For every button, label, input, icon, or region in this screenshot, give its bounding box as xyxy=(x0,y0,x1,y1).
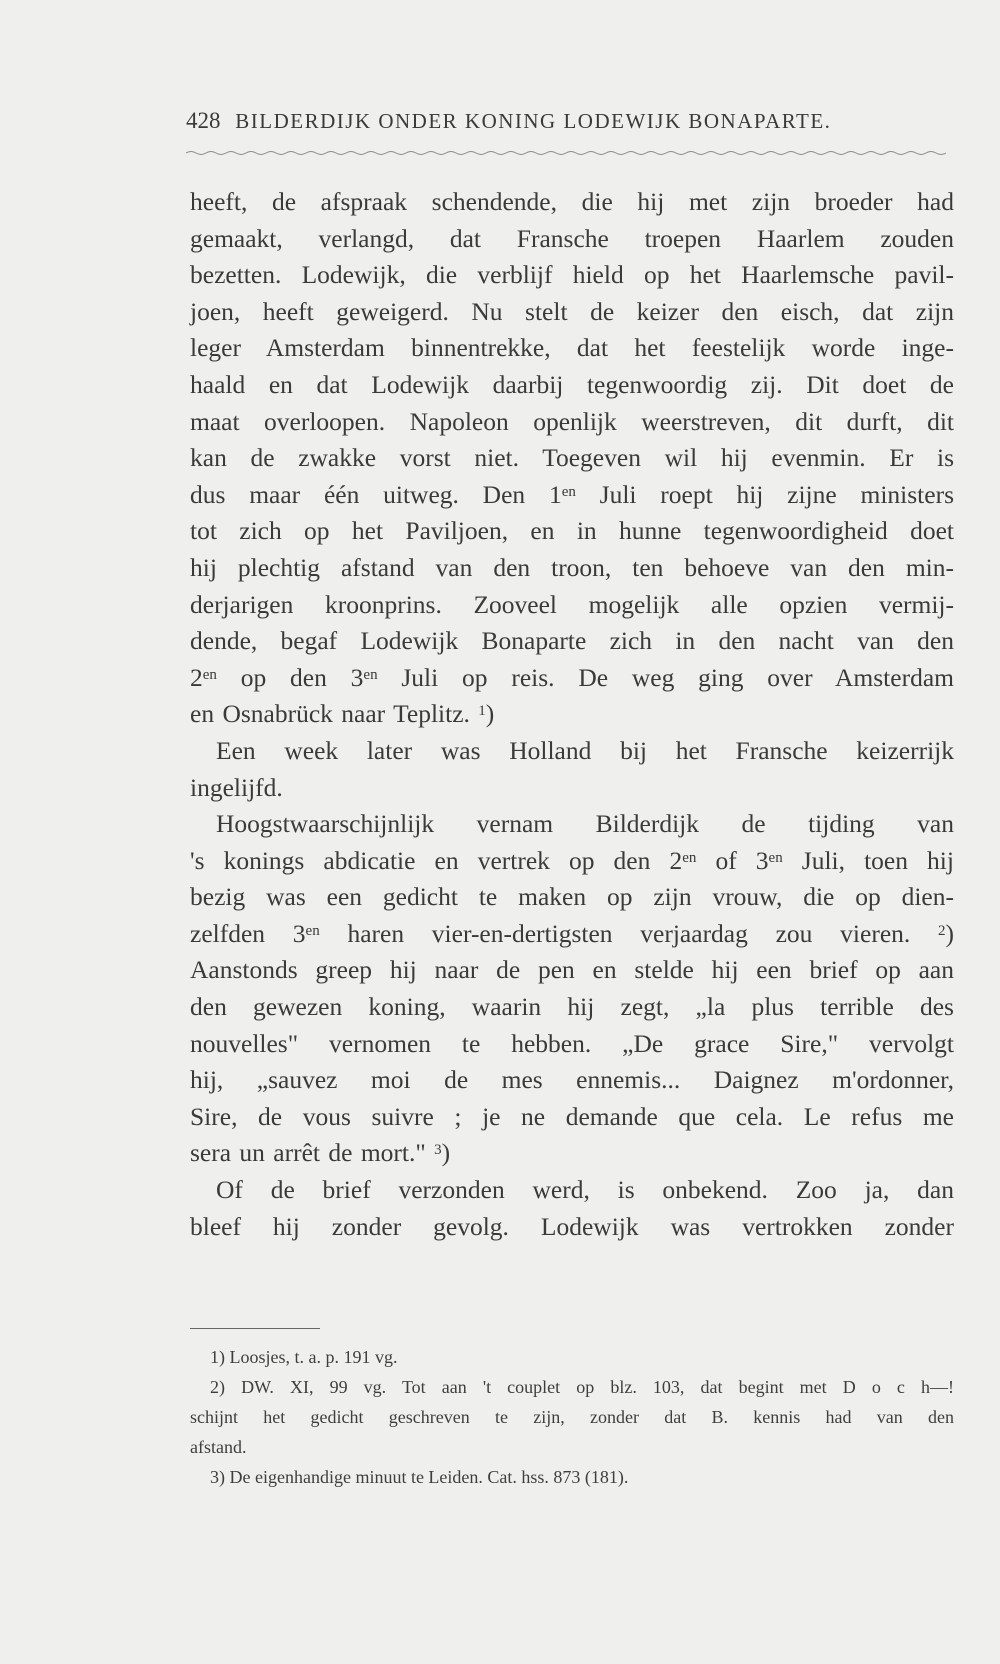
text-line xyxy=(190,696,954,733)
text-line: ingelijfd. xyxy=(190,772,283,802)
text-span: ) xyxy=(441,1138,451,1168)
text-line: haald en dat Lodewijk daarbij tegenwoordig zij. Dit doet de xyxy=(190,369,954,399)
footnote-ref[interactable]: 2 xyxy=(938,922,946,939)
text-line: nouvelles" vernomen te hebben. „De grace Sire," vervolgt xyxy=(190,1028,954,1058)
footnotes xyxy=(190,1342,954,1492)
text-line: hij plechtig afstand van den troon, ten behoeve van den min- xyxy=(190,552,954,582)
text-span: dus maar één uitweg. Den 1 xyxy=(190,479,562,509)
footnote-2-cont: schijnt het gedicht geschreven te zijn, zonder dat B. kennis had van den xyxy=(190,1407,954,1427)
text-line xyxy=(190,1135,954,1172)
text-line: heeft, de afspraak schendende, die hij met zijn broeder had xyxy=(190,187,954,216)
text-line: Sire, de vous suivre ; je ne demande que cela. Le refus me xyxy=(190,1101,954,1131)
text-line: bezetten. Lodewijk, die verblijf hield op het Haarlemsche pavil- xyxy=(190,260,954,290)
footnote-divider xyxy=(190,1328,320,1329)
superscript: en xyxy=(768,849,783,866)
text-span: 2 xyxy=(190,662,203,692)
text-span: Juli op reis. De weg ging over Amsterdam xyxy=(377,662,954,692)
text-line: bleef hij zonder gevolg. Lodewijk was vertrokken zonder xyxy=(190,1211,954,1241)
text-span: sera un arrêt de mort." xyxy=(190,1138,435,1168)
running-title: BILDERDIJK ONDER KONING LODEWIJK BONAPARTE. xyxy=(235,109,832,133)
superscript: en xyxy=(363,666,378,683)
text-line xyxy=(190,916,954,953)
text-line: derjarigen kroonprins. Zooveel mogelijk alle opzien vermij- xyxy=(190,589,954,619)
text-span: ) xyxy=(945,918,955,948)
text-line: dende, begaf Lodewijk Bonaparte zich in den nacht van den xyxy=(190,626,954,656)
text-span: op den 3 xyxy=(216,662,364,692)
page-number: 428 xyxy=(186,108,221,133)
text-line: den gewezen koning, waarin hij zegt, „la plus terrible des xyxy=(190,992,954,1022)
text-line: maat overloopen. Napoleon openlijk weerstreven, dit durft, dit xyxy=(190,406,954,436)
text-line: Aanstonds greep hij naar de pen en stelde hij een brief op aan xyxy=(190,955,954,985)
footnote-1: 1) Loosjes, t. a. p. 191 vg. xyxy=(210,1347,398,1367)
footnote-2: 2) DW. XI, 99 vg. Tot aan 't couplet op blz. 103, dat begint met D o c h—! xyxy=(210,1377,954,1397)
text-span: haren vier-en-dertigsten verjaardag zou vieren. xyxy=(319,918,939,948)
text-line xyxy=(190,660,954,697)
superscript: en xyxy=(305,922,320,939)
body-text xyxy=(190,184,954,1245)
footnote-2-cont: afstand. xyxy=(190,1437,247,1457)
text-span: of 3 xyxy=(696,845,769,875)
text-span: en Osnabrück naar Teplitz. xyxy=(190,699,479,729)
text-span: 's konings abdicatie en vertrek op den 2 xyxy=(190,845,683,875)
text-line: tot zich op het Paviljoen, en in hunne tegenwoordigheid doet xyxy=(190,516,954,546)
text-span: Juli, toen hij xyxy=(782,845,954,875)
superscript: en xyxy=(202,666,217,683)
text-line: kan de zwakke vorst niet. Toegeven wil hij evenmin. Er is xyxy=(190,443,954,473)
text-line: leger Amsterdam binnentrekke, dat het feestelijk worde inge- xyxy=(190,333,954,363)
text-span: ) xyxy=(485,699,495,729)
text-line: bezig was een gedicht te maken op zijn vrouw, die op dien- xyxy=(190,882,954,912)
footnote-3: 3) De eigenhandige minuut te Leiden. Cat. hss. 873 (181). xyxy=(210,1467,629,1487)
text-line: gemaakt, verlangd, dat Fransche troepen Haarlem zouden xyxy=(190,223,954,253)
running-header xyxy=(186,108,946,134)
superscript: en xyxy=(561,483,576,500)
footnote-ref[interactable]: 1 xyxy=(478,703,486,720)
text-line: hij, „sauvez moi de mes ennemis... Daignez m'ordonner, xyxy=(190,1065,954,1095)
footnote-ref[interactable]: 3 xyxy=(434,1142,442,1159)
text-span: zelfden 3 xyxy=(190,918,306,948)
header-ornament-rule xyxy=(186,150,946,156)
text-span: Juli roept hij zijne ministers xyxy=(575,479,954,509)
text-line: Hoogstwaarschijnlijk vernam Bilderdijk de tijding van xyxy=(216,809,954,839)
text-line xyxy=(190,477,954,514)
text-line: Een week later was Holland bij het Fransche keizerrijk xyxy=(216,735,954,765)
superscript: en xyxy=(682,849,697,866)
text-line: joen, heeft geweigerd. Nu stelt de keizer den eisch, dat zijn xyxy=(190,296,954,326)
text-line xyxy=(190,843,954,880)
text-line: Of de brief verzonden werd, is onbekend. Zoo ja, dan xyxy=(216,1175,954,1205)
